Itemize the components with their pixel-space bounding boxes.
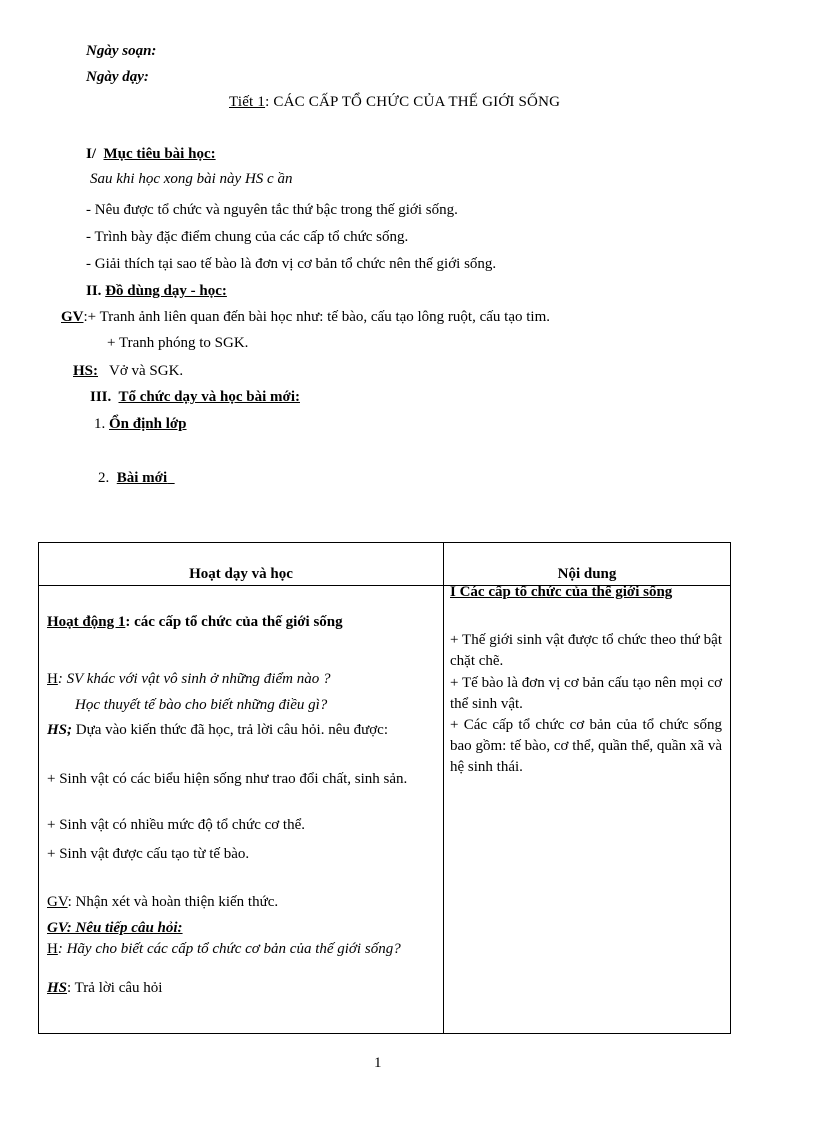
activity-title: : các cấp tổ chức của thế giới sống <box>125 614 343 630</box>
gv-label: GV <box>61 309 84 325</box>
table-header-activities <box>39 543 444 586</box>
section-2-heading <box>86 283 227 300</box>
section-3-number: III. <box>90 389 112 405</box>
content-point: + Thế giới sinh vật được tổ chức theo thứ bật chặt chẽ. <box>450 632 722 669</box>
section-1-title: Mục tiêu bài học: <box>103 146 216 162</box>
question-label: H <box>47 671 58 687</box>
hs-answer-text: Dựa vào kiến thức đã học, trả lời câu hỏi. nêu được: <box>72 722 389 738</box>
gv-next-question: GV: Nêu tiếp câu hỏi: <box>47 920 183 936</box>
gv-comment-label: GV <box>47 894 68 910</box>
content-cell <box>444 586 731 1034</box>
answer-bullet: + Sinh vật được cấu tạo từ tế bào. <box>47 846 250 862</box>
page-title <box>229 94 560 111</box>
section-2-title: Đồ dùng dạy - học: <box>105 283 227 299</box>
section-3-heading <box>90 389 300 406</box>
activity-heading <box>47 614 343 631</box>
table-header-content-text: Nội dung <box>557 566 617 582</box>
gv-comment <box>47 894 278 911</box>
hs-reply <box>47 980 162 997</box>
question-1 <box>47 671 330 688</box>
content-point: + Các cấp tổ chức cơ bản của tổ chức sống bao gồm: tế bào, cơ thể, quần thể, quần xã và hệ sinh thái. <box>450 717 722 775</box>
activities-cell <box>39 586 444 1034</box>
table-header-content <box>444 543 731 586</box>
lesson-table <box>38 542 731 1034</box>
hs-reply-label: HS <box>47 980 68 996</box>
section-3-title: Tổ chức dạy và học bài mới: <box>118 389 300 405</box>
subsection-1 <box>94 416 187 433</box>
subsection-1-number: 1. <box>94 416 106 432</box>
subsection-2-number: 2. <box>98 470 110 486</box>
subsection-1-title: Ổn định lớp <box>109 416 187 432</box>
prep-date-label: Ngày soạn: <box>86 43 157 59</box>
hs-answer-label: HS; <box>47 722 73 738</box>
page-number: 1 <box>374 1055 382 1071</box>
gv-materials-line2: + Tranh phóng to SGK. <box>107 335 249 351</box>
answer-bullet: + Sinh vật có nhiều mức độ tổ chức cơ thể. <box>47 817 306 833</box>
question-2-label: H <box>47 941 58 957</box>
content-point: + Tế bào là đơn vị cơ bản cấu tạo nên mọi cơ thể sinh vật. <box>450 675 722 712</box>
question-2 <box>47 940 435 958</box>
hs-reply-text: : Trả lời câu hỏi <box>67 980 163 996</box>
lesson-title: : CÁC CẤP TỔ CHỨC CỦA THẾ GIỚI SỐNG <box>265 94 561 110</box>
objective-item: - Trình bày đặc điểm chung của các cấp tổ chức sống. <box>86 229 409 245</box>
section-1-number: I/ <box>86 146 97 162</box>
section-2-number: II. <box>86 283 102 299</box>
gv-comment-text: : Nhận xét và hoàn thiện kiến thức. <box>67 894 279 910</box>
question-text: : SV khác với vật vô sinh ở những điểm nào ? <box>57 671 331 687</box>
answer-bullet: + Sinh vật có các biểu hiện sống như trao đổi chất, sinh sản. <box>47 771 408 787</box>
objective-item: - Giải thích tại sao tế bào là đơn vị cơ bản tổ chức nên thế giới sống. <box>86 256 497 272</box>
section-1-intro: Sau khi học xong bài này HS c ần <box>90 171 293 187</box>
question-1b: Học thuyết tế bào cho biết những điều gì? <box>75 697 328 713</box>
hs-materials <box>73 363 183 380</box>
section-1-heading <box>86 146 216 163</box>
hs-answer <box>47 720 435 741</box>
teach-date-label: Ngày dạy: <box>86 69 149 85</box>
gv-materials <box>61 309 550 326</box>
subsection-2 <box>98 470 175 487</box>
lesson-number: Tiết 1 <box>229 94 266 110</box>
hs-materials-text: Vở và SGK. <box>109 363 184 379</box>
content-heading: I Các cấp tổ chức của thế giới sống <box>450 584 673 600</box>
question-2-text: : Hãy cho biết các cấp tổ chức cơ bản của thế giới sống? <box>57 941 401 957</box>
hs-label: HS: <box>73 363 99 379</box>
activity-label: Hoạt động 1 <box>47 614 126 630</box>
subsection-2-title: Bài mới <box>116 470 168 486</box>
objective-item: - Nêu được tổ chức và nguyên tắc thứ bậc trong thế giới sống. <box>86 202 458 218</box>
gv-materials-text: :+ Tranh ảnh liên quan đến bài học như: tế bào, cấu tạo lông ruột, cấu tạo tim. <box>83 309 550 325</box>
table-header-activities-text: Hoạt dạy và học <box>189 566 293 582</box>
